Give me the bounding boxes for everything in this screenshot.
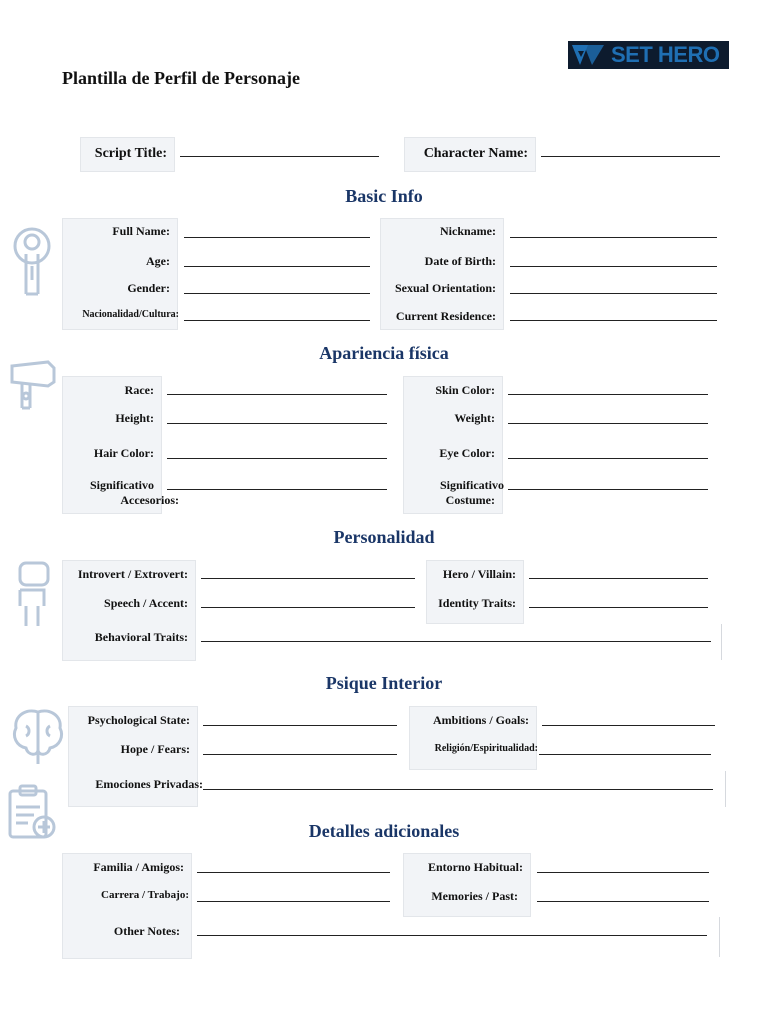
basic-info-right-labels [380,218,504,330]
details-left-labels [62,853,192,959]
accessories-label: Accesorios: [120,493,179,507]
page-title: Plantilla de Perfil de Personaje [62,68,300,88]
sexual-orientation-field[interactable] [510,293,717,294]
career-work-field[interactable] [197,901,390,902]
ambitions-goals-label: Ambitions / Goals: [432,713,529,727]
hope-fears-field[interactable] [203,754,397,755]
full-name-label: Full Name: [112,224,170,238]
identity-traits-label: Identity Traits: [438,596,516,610]
other-notes-divider [719,917,720,957]
usual-environment-field[interactable] [537,872,709,873]
accessories-field[interactable] [167,489,387,490]
brain-icon [10,706,66,768]
psyche-right-labels [409,706,537,770]
psyche-heading: Psique Interior [325,673,443,693]
script-title-text: Script Title: [94,146,167,161]
full-name-field[interactable] [184,237,370,238]
personality-left-labels [62,560,196,661]
nationality-label: Nacionalidad/Cultura: [82,309,179,320]
behavioral-traits-label: Behavioral Traits: [94,630,188,644]
religion-spirituality-field[interactable] [539,754,711,755]
weight-field[interactable] [508,423,708,424]
speech-accent-label: Speech / Accent: [104,596,188,610]
details-heading: Detalles adicionales [308,821,460,841]
costume-label: Costume: [445,493,495,507]
costume-field[interactable] [508,489,708,490]
race-field[interactable] [167,394,387,395]
race-label: Race: [124,383,154,397]
personality-heading: Personalidad [333,527,435,547]
character-name-label [404,137,536,172]
person-icon [12,560,52,628]
set-hero-logo [568,41,729,69]
significant-label-1: Significativo [89,478,154,492]
character-name-field[interactable] [541,156,720,157]
key-person-icon [8,224,56,298]
family-friends-field[interactable] [197,872,390,873]
behavioral-traits-field[interactable] [201,641,711,642]
basic-info-heading: Basic Info [345,186,423,206]
nickname-field[interactable] [510,237,717,238]
appearance-heading: Apariencia física [319,343,449,363]
script-title-field[interactable] [180,156,379,157]
eye-color-field[interactable] [508,458,708,459]
height-field[interactable] [167,423,387,424]
character-name-text: Character Name: [423,146,528,161]
script-title-label [80,137,175,172]
psychological-state-label: Psychological State: [87,713,190,727]
usual-environment-label: Entorno Habitual: [427,860,523,874]
date-of-birth-label: Date of Birth: [424,254,496,268]
eye-color-label: Eye Color: [439,446,495,460]
nationality-field[interactable] [184,320,370,321]
weight-label: Weight: [454,411,495,425]
set-hero-logo-mark-icon [570,43,608,67]
hair-dryer-icon [8,360,58,414]
hero-villain-field[interactable] [529,578,708,579]
private-emotions-divider [725,771,726,807]
introvert-extrovert-field[interactable] [201,578,415,579]
appearance-right-labels [403,376,503,514]
gender-field[interactable] [184,293,370,294]
memories-past-field[interactable] [537,901,709,902]
skin-color-label: Skin Color: [435,383,495,397]
other-notes-field[interactable] [197,935,707,936]
behavioral-traits-divider [721,624,722,660]
date-of-birth-field[interactable] [510,266,717,267]
age-field[interactable] [184,266,370,267]
hope-fears-label: Hope / Fears: [120,742,190,756]
speech-accent-field[interactable] [201,607,415,608]
psychological-state-field[interactable] [203,725,397,726]
psyche-left-labels [68,706,203,807]
hair-color-field[interactable] [167,458,387,459]
current-residence-field[interactable] [510,320,717,321]
sexual-orientation-label: Sexual Orientation: [395,281,496,295]
basic-info-left-labels [62,218,178,330]
current-residence-label: Current Residence: [395,309,496,323]
hero-villain-label: Hero / Villain: [442,567,516,581]
clipboard-medical-icon [6,783,58,841]
religion-spirituality-label: Religión/Espiritualidad: [434,743,538,754]
hair-color-label: Hair Color: [93,446,154,460]
introvert-extrovert-label: Introvert / Extrovert: [77,567,188,581]
details-right-labels [403,853,531,917]
appearance-left-labels [62,376,179,514]
logo-text: SET HERO [611,42,720,67]
age-label: Age: [146,254,170,268]
family-friends-label: Familia / Amigos: [93,860,184,874]
significant-label-2: Significativo [439,478,504,492]
memories-past-label: Memories / Past: [431,889,518,903]
private-emotions-field[interactable] [203,789,713,790]
height-label: Height: [115,411,154,425]
skin-color-field[interactable] [508,394,708,395]
ambitions-goals-field[interactable] [542,725,715,726]
personality-right-labels [426,560,524,624]
identity-traits-field[interactable] [529,607,708,608]
career-work-label: Carrera / Trabajo: [101,889,189,901]
other-notes-label: Other Notes: [113,924,180,938]
private-emotions-label: Emociones Privadas: [95,777,203,791]
gender-label: Gender: [127,281,170,295]
nickname-label: Nickname: [440,224,496,238]
